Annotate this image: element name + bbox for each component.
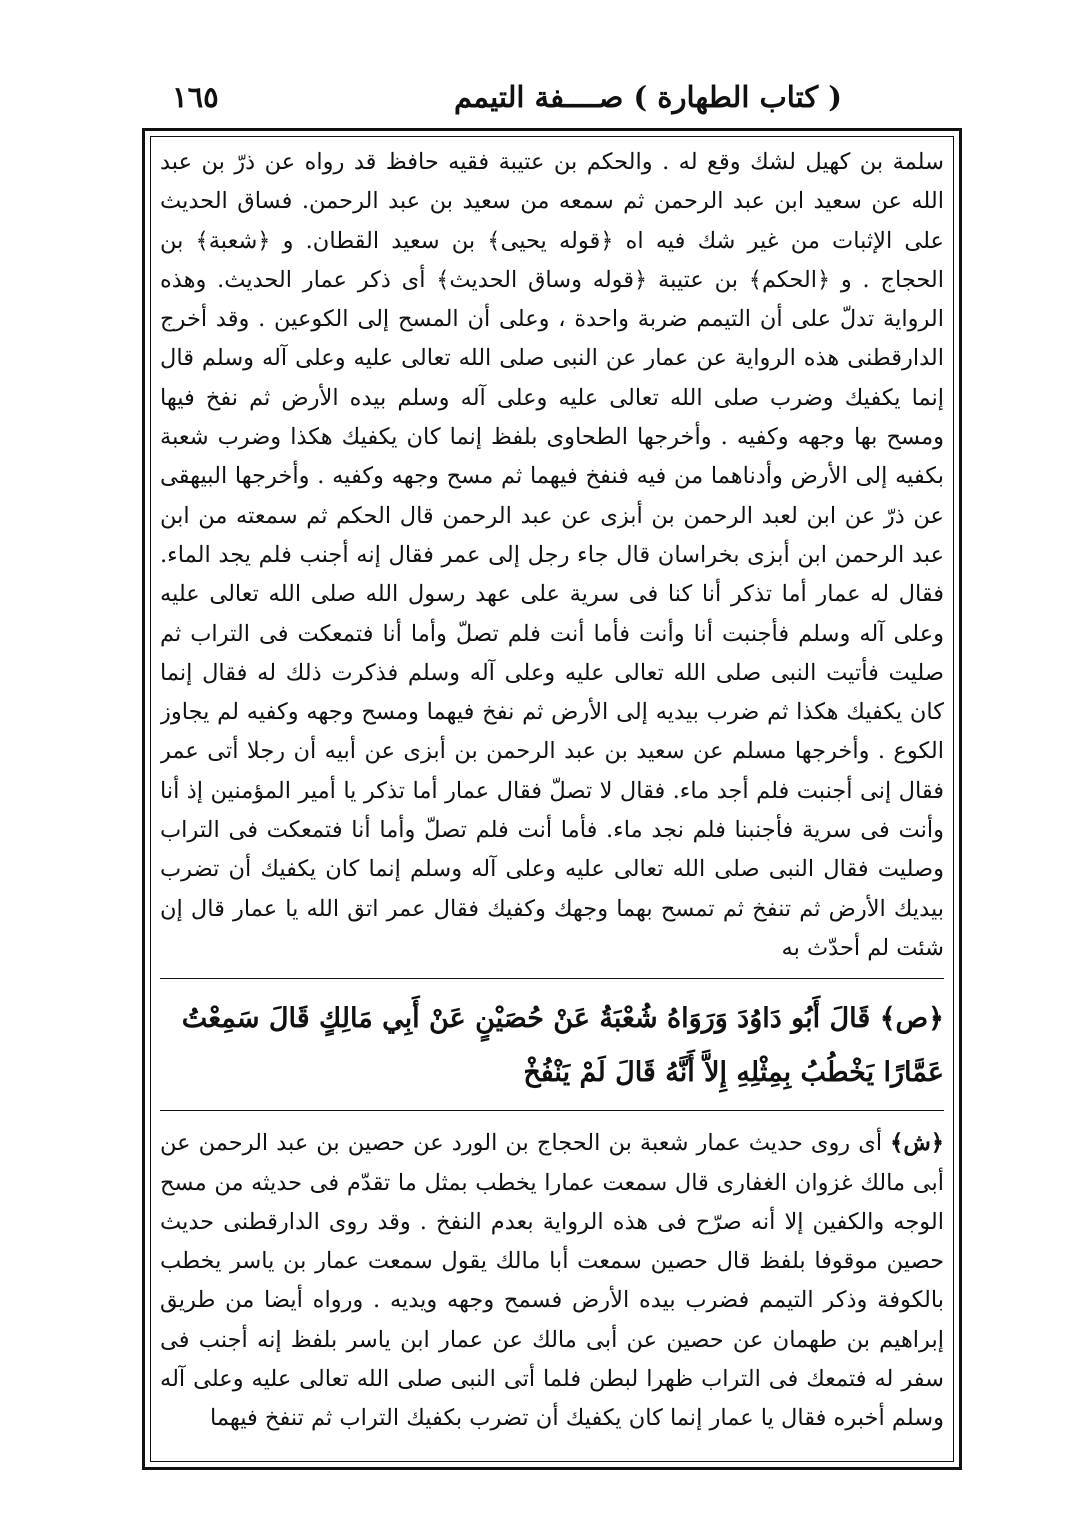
commentary-text: أى روى حديث عمار شعبة بن الحجاج بن الورد عن حصين بن عبد الرحمن عن أبى مالك غزوان الغفارى قال سمعت عمارا يخطب بمثل ما تقدّم فى حديثه من مسح الوجه والكفين إلا أنه صرّح فى هذه الرواية بعدم النفخ . وقد روى الدارقطنى حديث حصين موقوفا بلفظ قال حصين سمعت أبا مالك يقول سمعت عمار بن ياسر يخطب بالكوفة وذكر التيمم فضرب بيده الأرض فسمح وجهه ويديه . ورواه أيضا من طريق إبراهيم بن طهمان عن حصين عن أبى مالك عن عمار ابن ياسر بلفظ إنه أجنب فى سفر له فتمعك فى التراب ظهرا لبطن فلما أتى النبى صلى الله تعالى عليه وعلى آله وسلم أخبره فقال يا عمار إنما كان يكفيك أن تضرب بكفيك التراب ثم تنفخ فيهما bbox=[160, 1130, 944, 1432]
running-title: ( كتاب الطهارة ) صــــفة التيمم bbox=[454, 80, 842, 114]
matn-marker: ﴿ص﴾ bbox=[879, 1003, 944, 1035]
text-block bbox=[160, 143, 944, 1455]
matn-text: قَالَ أَبُو دَاوُدَ وَرَوَاهُ شُعْبَةُ عَنْ حُصَيْنٍ عَنْ أَبِي مَالِكٍ قَالَ سَمِعْتُ عَمَّارًا يَخْطُبُ بِمِثْلِهِ إِلاَّ أَنَّهُ قَالَ لَمْ يَنْفُخْ bbox=[181, 1003, 944, 1089]
commentary-paragraph-2 bbox=[160, 1124, 944, 1438]
page-number: ١٦٥ bbox=[172, 80, 219, 114]
commentary-paragraph-1: سلمة بن كهيل لشك وقع له . والحكم بن عتيبة فقيه حافظ قد رواه عن ذرّ بن عبد الله عن سعيد ابن عبد الرحمن ثم سمعه من سعيد بن عبد الرحمن. فساق الحديث على الإثبات من غير شك فيه اه ﴿قوله يحيى﴾ بن سعيد القطان. و ﴿شعبة﴾ بن الحجاج . و ﴿الحكم﴾ بن عتيبة ﴿قوله وساق الحديث﴾ أى ذكر عمار الحديث. وهذه الرواية تدلّ على أن التيمم ضربة واحدة ، وعلى أن المسح إلى الكوعين . وقد أخرج الدارقطنى هذه الرواية عن عمار عن النبى صلى الله تعالى عليه وعلى آله وسلم قال إنما يكفيك وضرب صلى الله تعالى عليه وعلى آله وسلم بيده الأرض ثم نفخ فيها ومسح بها وجهه وكفيه . وأخرجها الطحاوى بلفظ إنما كان يكفيك هكذا وضرب شعبة بكفيه إلى الأرض وأدناهما من فيه فنفخ فيهما ثم مسح وجهه وكفيه . وأخرجها البيهقى عن ذرّ عن ابن لعبد الرحمن بن أبزى عن عبد الرحمن قال الحكم ثم سمعته من ابن عبد الرحمن ابن أبزى بخراسان قال جاء رجل إلى عمر فقال إنه أجنب فلم يجد الماء. فقال له عمار أما تذكر أنا كنا فى سرية على عهد رسول الله صلى الله تعالى عليه وعلى آله وسلم فأجنبت أنا وأنت فأما أنت فلم تصلّ وأما أنا فتمعكت فى التراب ثم صليت فأتيت النبى صلى الله تعالى عليه وعلى آله وسلم فذكرت ذلك له فقال إنما كان يكفيك هكذا ثم ضرب بيديه إلى الأرض ثم نفخ فيهما ومسح وجهه وكفيه لم يجاوز الكوع . وأخرجها مسلم عن سعيد بن عبد الرحمن بن أبزى عن أبيه أن رجلا أتى عمر فقال إنى أجنبت فلم أجد ماء. فقال لا تصلّ فقال عمار أما تذكر يا أمير المؤمنين إذ أنا وأنت فى سرية فأجنبنا فلم نجد ماء. فأما أنت فلم تصلّ وأما أنا فتمعكت فى التراب وصليت فقال النبى صلى الله تعالى عليه وعلى آله وسلم إنما كان يكفيك أن تضرب بيديك الأرض ثم تنفخ ثم تمسح بهما وجهك وكفيك فقال عمر اتق الله يا عمار قال إن شئت لم أحدّث به bbox=[160, 149, 944, 961]
section-divider-bottom bbox=[160, 1110, 944, 1112]
section-divider-top bbox=[160, 978, 944, 980]
hadith-matn bbox=[160, 992, 944, 1100]
page-header bbox=[150, 78, 962, 122]
commentary-marker: ﴿ش﴾ bbox=[890, 1130, 944, 1157]
